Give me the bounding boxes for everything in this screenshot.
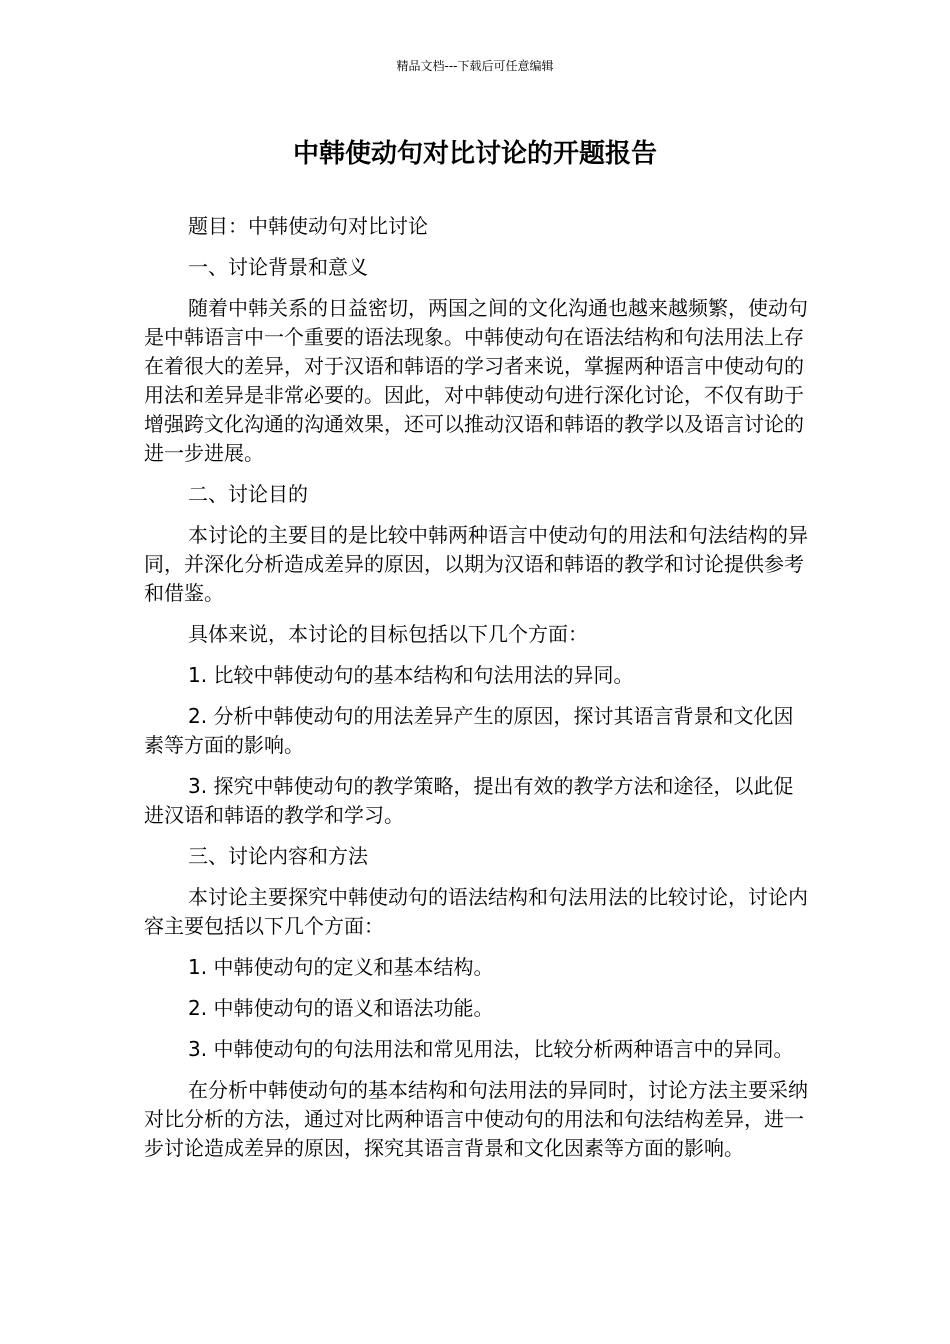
paragraph-content-intro: 本讨论主要探究中韩使动句的语法结构和句法用法的比较讨论，讨论内容主要包括以下几个方面： xyxy=(144,885,808,938)
goal-item-3: 3. 探究中韩使动句的教学策略，提出有效的教学方法和途径，以此促进汉语和韩语的教学和学习。 xyxy=(144,774,794,827)
topic-line: 题目：中韩使动句对比讨论 xyxy=(188,214,428,238)
document-body xyxy=(144,212,812,1175)
section-heading-purpose: 二、讨论目的 xyxy=(188,482,308,506)
section-heading-content-method: 三、讨论内容和方法 xyxy=(188,844,368,868)
content-item-1: 1. 中韩使动句的定义和基本结构。 xyxy=(188,955,494,979)
goal-item-2: 2. 分析中韩使动句的用法差异产生的原因，探讨其语言背景和文化因素等方面的影响。 xyxy=(144,704,794,757)
section-heading-background: 一、讨论背景和意义 xyxy=(188,255,368,279)
document-title: 中韩使动句对比讨论的开题报告 xyxy=(292,139,657,169)
paragraph-purpose: 本讨论的主要目的是比较中韩两种语言中使动句的用法和句法结构的异同，并深化分析造成差异的原因，以期为汉语和韩语的教学和讨论提供参考和借鉴。 xyxy=(144,523,808,605)
paragraph-goals-intro: 具体来说，本讨论的目标包括以下几个方面： xyxy=(188,622,588,646)
content-item-2: 2. 中韩使动句的语义和语法功能。 xyxy=(188,996,494,1020)
paragraph-method: 在分析中韩使动句的基本结构和句法用法的异同时，讨论方法主要采纳对比分析的方法，通过对比两种语言中使动句的用法和句法结构差异，进一步讨论造成差异的原因，探究其语言背景和文化因素等方面的影响。 xyxy=(144,1078,808,1160)
paragraph-background: 随着中韩关系的日益密切，两国之间的文化沟通也越来越频繁，使动句是中韩语言中一个重要的语法现象。中韩使动句在语法结构和句法用法上存在着很大的差异，对于汉语和韩语的学习者来说，掌握两种语言中使动句的用法和差异是非常必要的。因此，对中韩使动句进行深化讨论，不仅有助于增强跨文化沟通的沟通效果，还可以推动汉语和韩语的教学以及语言讨论的进一步进展。 xyxy=(144,296,808,465)
goal-item-1: 1. 比较中韩使动句的基本结构和句法用法的异同。 xyxy=(188,663,634,687)
page-header-watermark: 精品文档---下载后可任意编辑 xyxy=(396,59,554,73)
content-item-3: 3. 中韩使动句的句法用法和常见用法，比较分析两种语言中的异同。 xyxy=(188,1037,794,1061)
